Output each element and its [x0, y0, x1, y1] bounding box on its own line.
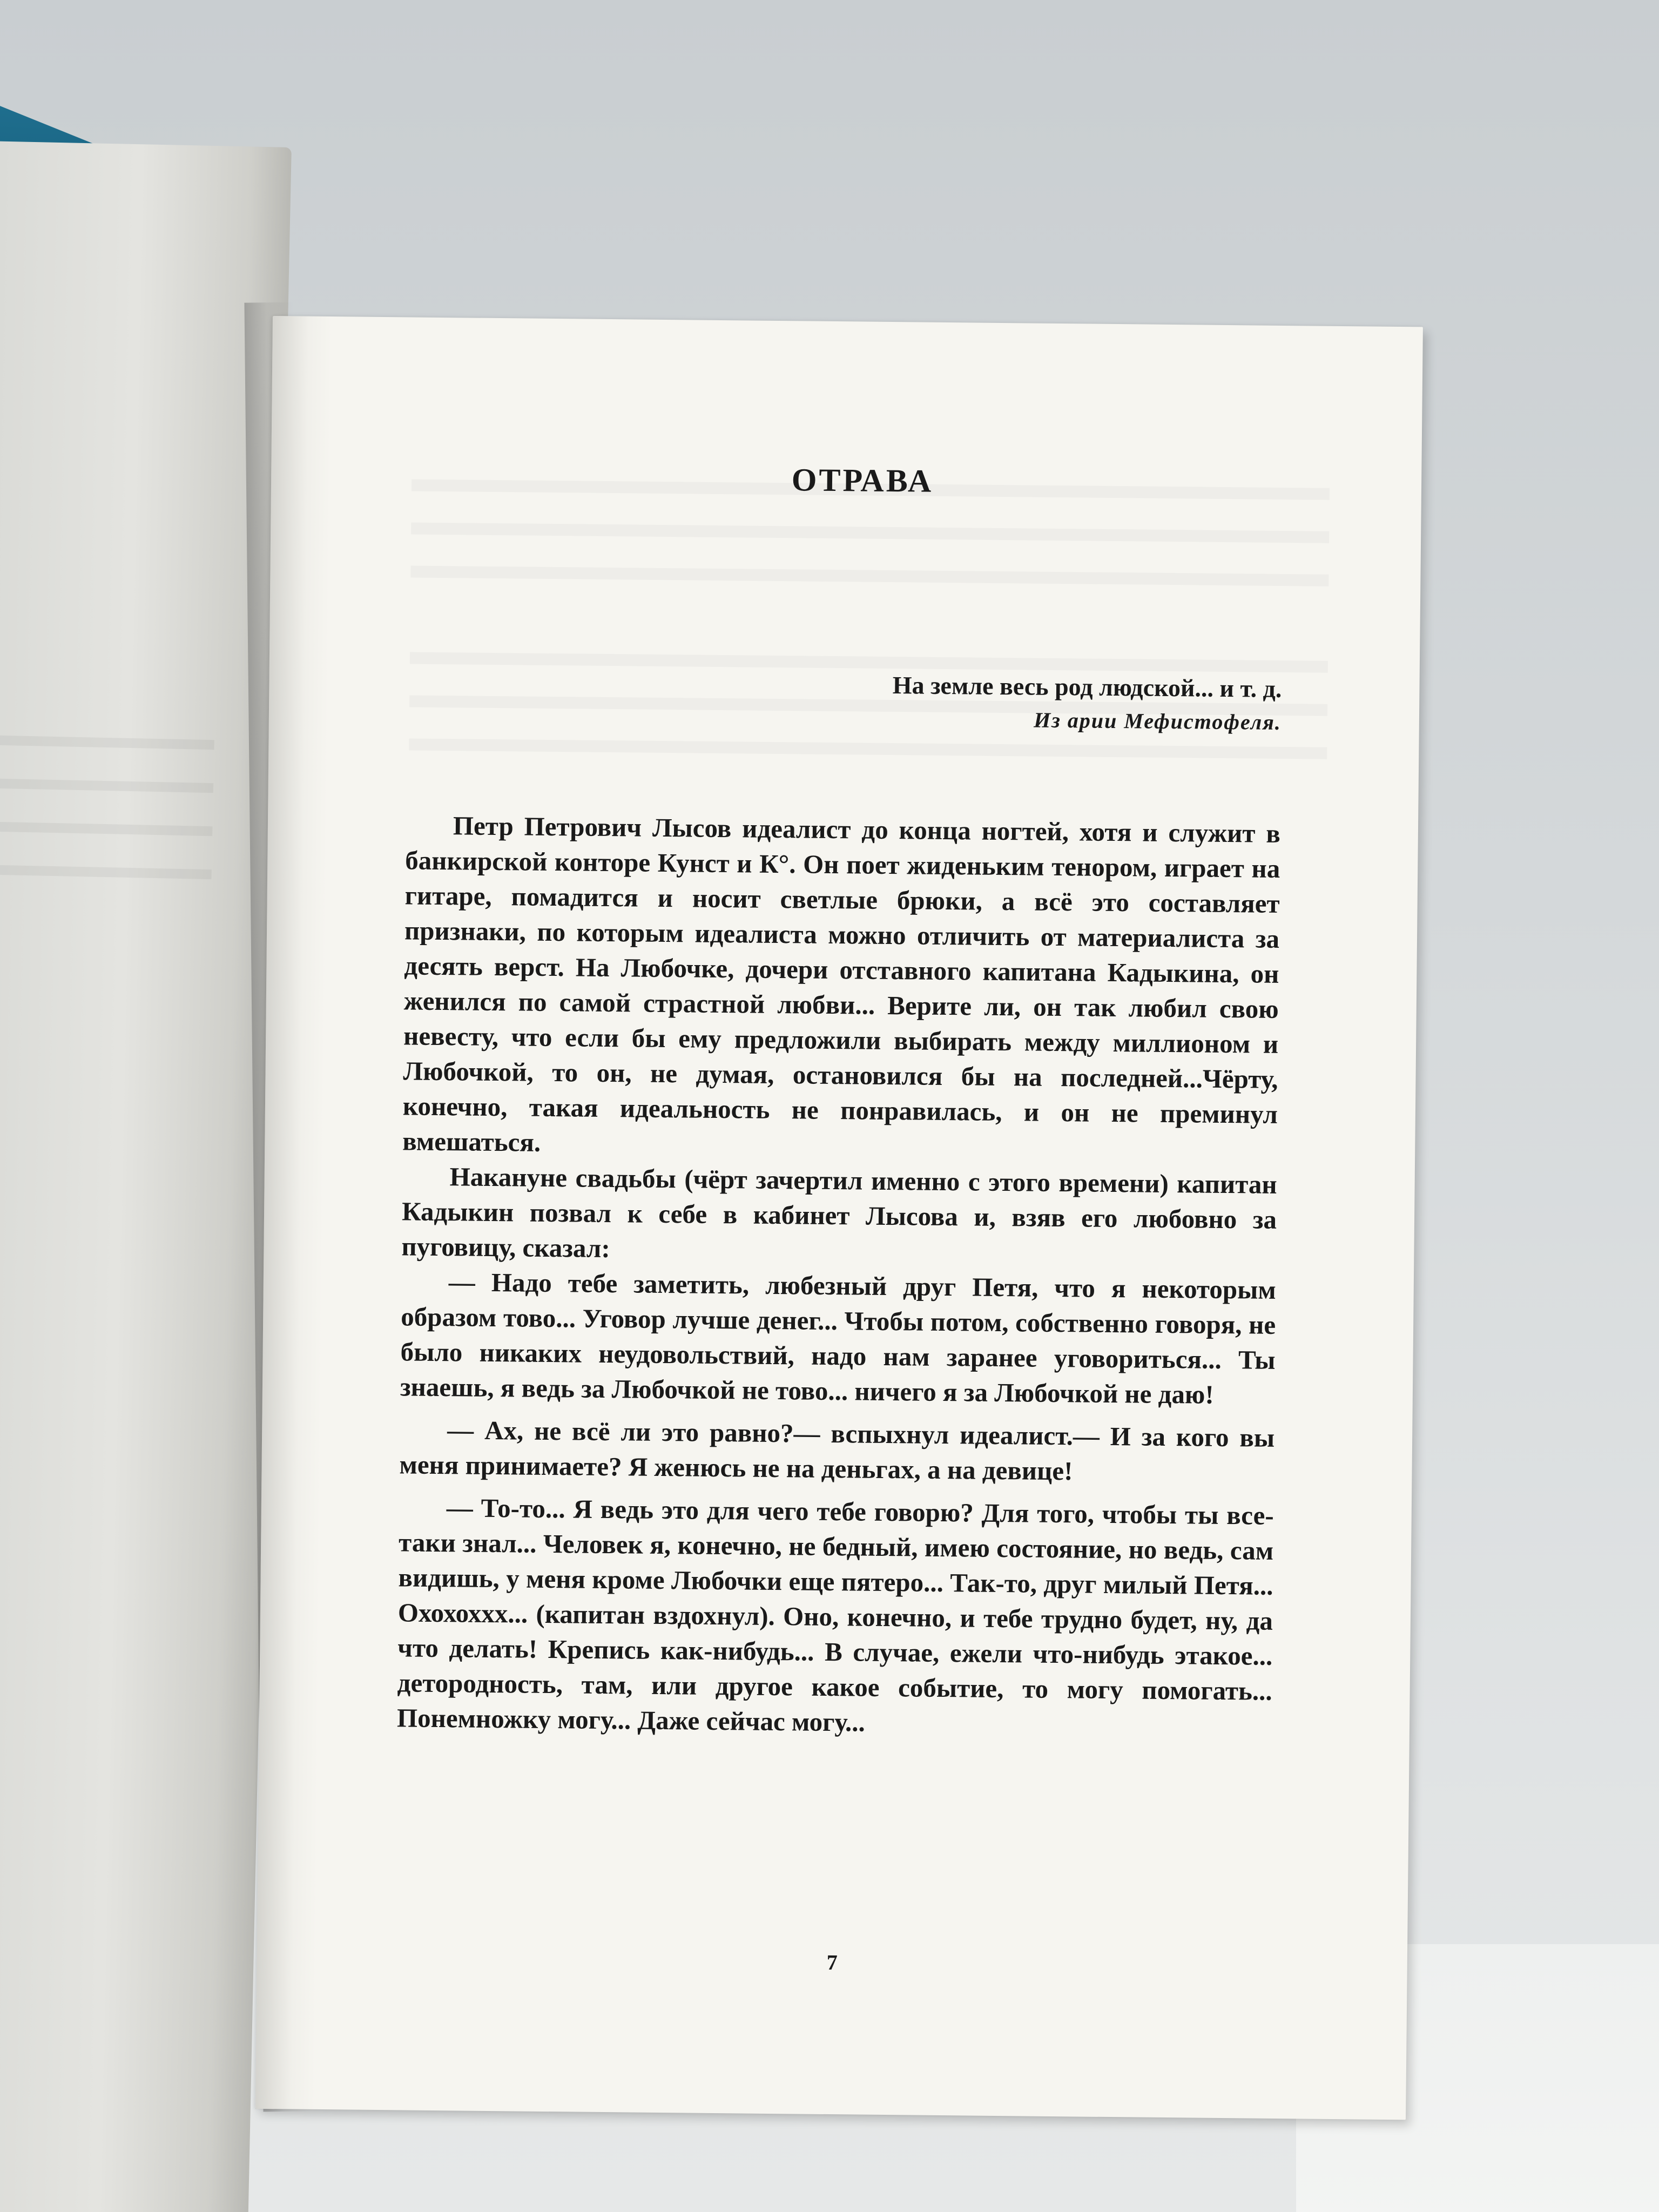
body-text [397, 807, 1280, 1743]
left-page-ghost-line [0, 778, 213, 793]
paragraph: Накануне свадьбы (чёрт зачертил именно с этого времени) капитан Кадыкин позвал к себе в кабинет Лысова и, взяв его любовно за пуговицу, сказал: [401, 1162, 1277, 1264]
right-page [255, 316, 1423, 2120]
left-page-ghost-line [0, 735, 214, 750]
epigraph: На земле весь род людской... и т. д. [892, 671, 1282, 703]
paragraph: — Надо тебе заметить, любезный друг Петя, что я некоторым образом тово... Уговор лучше денег... Чтобы потом, собственно говоря, не было никаких неудовольствий, надо нам заранее уговориться... Ты знаешь, я ведь за Любочкой не тово... ничего я за Любочкой не даю! [400, 1267, 1277, 1410]
paragraph: — Ах, не всё ли это равно?— вспыхнул идеалист.— И за кого вы меня принимаете? Я женюсь не на деньгах, а на девице! [399, 1415, 1275, 1486]
paragraph: Петр Петрович Лысов идеалист до конца ногтей, хотя и служит в банкирской конторе Кунст и К°. Он поет жиденьким тенором, играет на гитаре, помадится и носит светлые брюки, а всё это составляет признаки, по которым идеалиста можно отличить от материалиста за десять верст. На Любочке, дочери отставного капитана Кадыкина, он женился по самой страстной любви... Верите ли, он так любил свою невесту, что если бы ему предложили выбирать между миллионом и Любочкой, то он, не думая, остановился бы на последней...Чёрту, конечно, такая идеальность не понравилась, и он не преминул вмешаться. [402, 811, 1281, 1157]
paragraph: — То-то... Я ведь это для чего тебе говорю? Для того, чтобы ты все-таки знал... Человек я, конечно, не бедный, имею состояние, но ведь, сам видишь, у меня кроме Любочки еще пятеро... Так-то, друг милый Петя... Охохохxx... (капитан вздохнул). Оно, конечно, и тебе трудно будет, ну, да что делать! Крепись как-нибудь... В случае, ежели что-нибудь этакое... детородность, там, или другое какое событие, то могу помогать... Понемножку могу... Даже сейчас могу... [396, 1493, 1274, 1737]
epigraph-source: Из арии Мефистофеля. [1033, 707, 1282, 734]
chapter-title: ОТРАВА [791, 462, 934, 499]
page-number: 7 [826, 1950, 838, 1975]
left-page-ghost-line [0, 865, 212, 880]
left-page-ghost-line [0, 821, 213, 837]
page-content [397, 457, 1284, 1743]
